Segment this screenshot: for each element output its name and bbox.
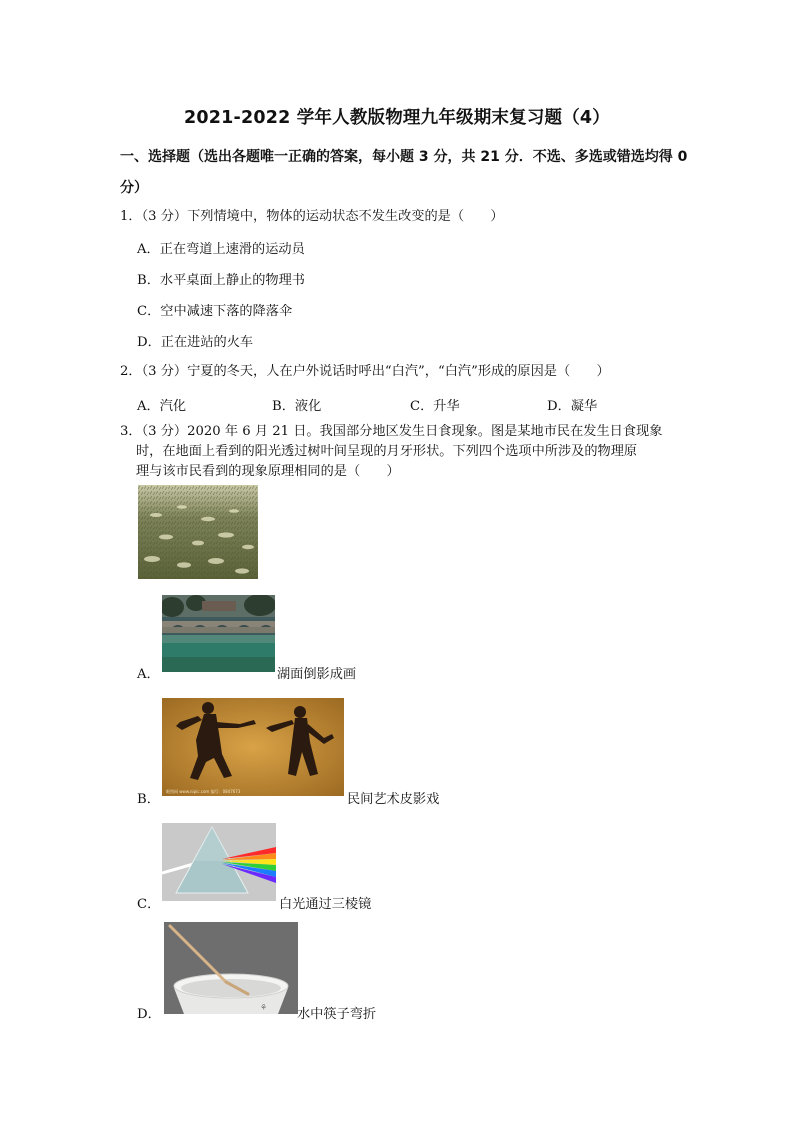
- page-title: 2021-2022 学年人教版物理九年级期末复习题（4）: [183, 108, 611, 128]
- svg-text:⚘: ⚘: [260, 1003, 268, 1012]
- q3-option-c-prism-image: [162, 823, 276, 901]
- q3-stem-line1: 3．（3 分）2020 年 6 月 21 日。我国部分地区发生日食现象。图是某地市民在发生日食现象: [120, 424, 663, 439]
- q1-option-a: A．正在弯道上速滑的运动员: [137, 242, 305, 257]
- q1-option-b: B．水平桌面上静止的物理书: [137, 273, 305, 288]
- q3-option-b-letter: B．: [137, 792, 160, 807]
- q3-option-d-chopstick-bowl-image: [164, 922, 298, 1014]
- q3-option-b-caption: 民间艺术皮影戏: [347, 792, 440, 807]
- q2-option-a: A．汽化: [137, 399, 187, 414]
- q3-option-a-caption: 湖面倒影成画: [277, 667, 357, 682]
- q3-eclipse-shadows-image: [138, 485, 258, 579]
- q3-option-a-lake-reflection-image: [162, 595, 275, 672]
- q3-stem-line3: 理与该市民看到的现象原理相同的是（ ）: [136, 464, 400, 479]
- q1-option-d: D．正在进站的火车: [137, 335, 254, 350]
- section-heading-line1: 一、选择题（选出各题唯一正确的答案，每小题 3 分，共 21 分．不选、多选或错选均得 0: [120, 149, 688, 165]
- q2-option-b: B．液化: [272, 399, 322, 414]
- q1-option-c: C．空中减速下落的降落伞: [137, 304, 293, 319]
- q3-option-c-letter: C．: [137, 897, 161, 912]
- q3-option-a-letter: A．: [137, 667, 160, 682]
- q3-option-d-letter: D．: [137, 1007, 161, 1022]
- q3-option-d-caption: 水中筷子弯折: [297, 1007, 377, 1022]
- section-heading-line2: 分）: [120, 180, 148, 196]
- q3-option-b-shadow-puppet-image: [162, 698, 344, 796]
- q2-option-c: C．升华: [410, 399, 460, 414]
- q3-stem-line2: 时，在地面上看到的阳光透过树叶间呈现的月牙形状。下列四个选项中所涉及的物理原: [136, 444, 638, 459]
- q1-stem: 1．（3 分）下列情境中，物体的运动状态不发生改变的是（ ）: [120, 209, 504, 224]
- q3-option-b-watermark: 昵图网 www.nipic.com 编号：0847673: [166, 789, 241, 794]
- q3-option-c-caption: 白光通过三棱镜: [279, 897, 372, 912]
- q2-stem: 2．（3 分）宁夏的冬天，人在户外说话时呼出“白汽”，“白汽”形成的原因是（ ）: [120, 364, 610, 379]
- q2-option-d: D．凝华: [547, 399, 598, 414]
